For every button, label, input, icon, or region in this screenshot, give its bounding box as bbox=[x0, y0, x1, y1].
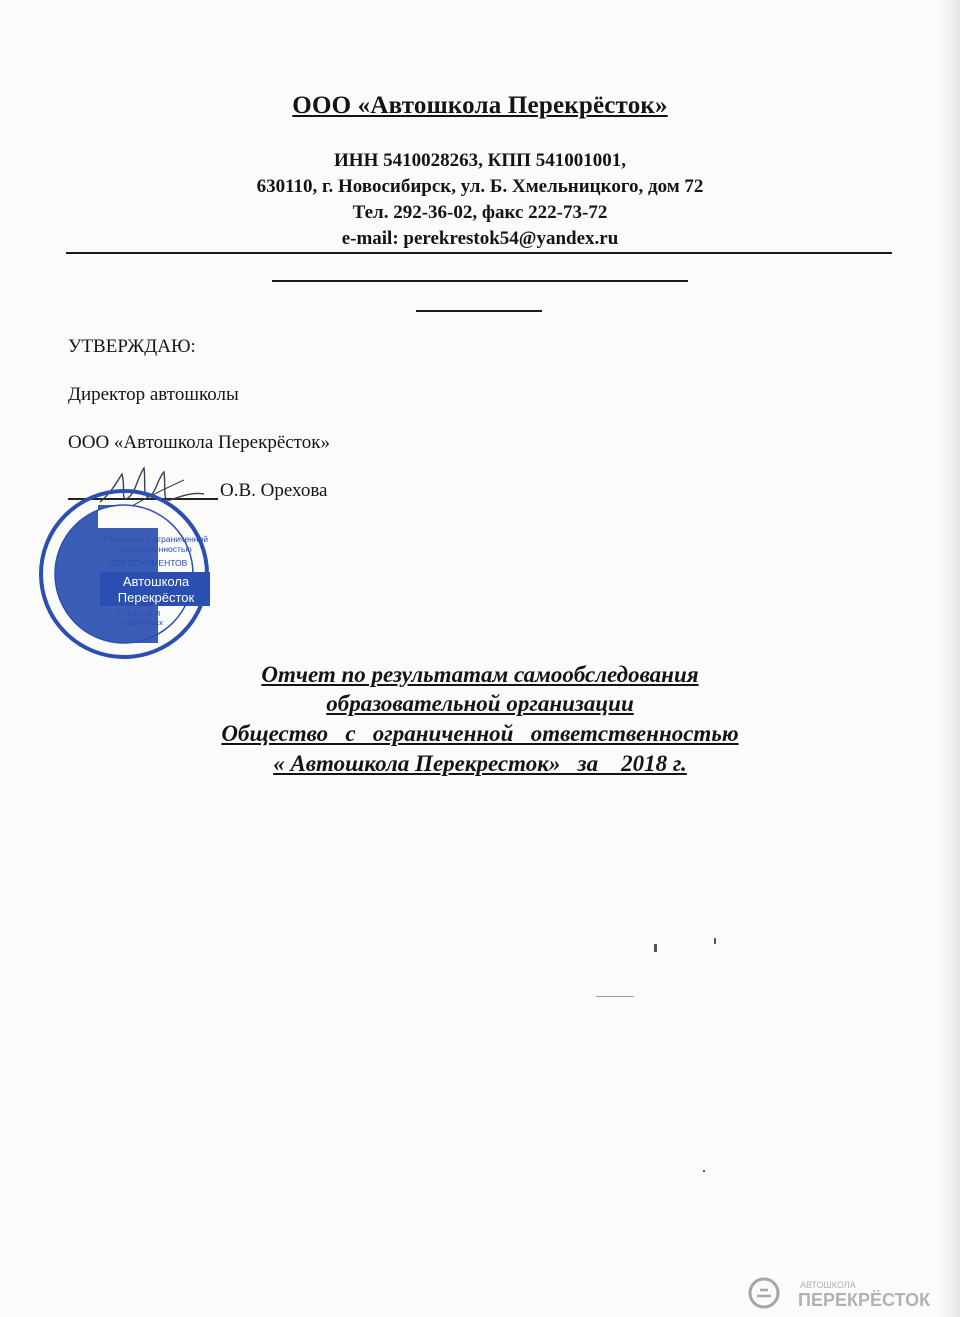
scan-speck bbox=[596, 996, 634, 997]
scan-speck bbox=[703, 1170, 705, 1172]
report-title-line2: образовательной организации bbox=[326, 691, 634, 716]
scan-speck bbox=[654, 944, 657, 952]
report-title-line1: Отчет по результатам самообследования bbox=[261, 662, 699, 687]
watermark-big-text: ПЕРЕКРЁСТОК bbox=[798, 1290, 931, 1310]
header-divider bbox=[66, 252, 892, 254]
stamp-name1: Автошкола bbox=[122, 574, 190, 589]
stamp-city: г.Новосибирск bbox=[117, 620, 163, 627]
stamp-line2: ответственностью bbox=[120, 544, 192, 554]
address-line: 630110, г. Новосибирск, ул. Б. Хмельницкого, дом 72 bbox=[256, 176, 704, 197]
approver-organization: ООО «Автошкола Перекрёсток» bbox=[68, 432, 330, 453]
organization-stamp bbox=[38, 488, 210, 660]
short-divider bbox=[272, 280, 688, 282]
stamp-name2: Перекрёсток bbox=[117, 590, 195, 605]
signatory-name: О.В. Орехова bbox=[220, 480, 328, 501]
watermark-logo bbox=[748, 1276, 938, 1310]
stamp-country: РОССИЯ bbox=[117, 609, 163, 618]
inn-kpp-line: ИНН 5410028263, КПП 541001001, bbox=[334, 150, 626, 171]
phone-fax-line: Тел. 292-36-02, факс 222-73-72 bbox=[352, 202, 608, 223]
approval-label: УТВЕРЖДАЮ: bbox=[68, 336, 196, 357]
tiny-divider bbox=[416, 310, 542, 312]
report-title-line3: Общество с ограниченной ответственностью bbox=[221, 721, 739, 746]
stamp-line1: Общество с ограниченной bbox=[103, 534, 209, 544]
approver-position: Директор автошколы bbox=[68, 384, 239, 405]
scan-speck bbox=[714, 938, 716, 944]
organization-title: ООО «Автошкола Перекрёсток» bbox=[292, 92, 668, 119]
stamp-line3: ДЛЯ ДОКУМЕНТОВ bbox=[108, 558, 188, 568]
report-title-line4: « Автошкола Перекресток» за 2018 г. bbox=[273, 751, 687, 776]
watermark-small-text: АВТОШКОЛА bbox=[800, 1280, 856, 1290]
email-line: e-mail: perekrestok54@yandex.ru bbox=[341, 228, 619, 249]
